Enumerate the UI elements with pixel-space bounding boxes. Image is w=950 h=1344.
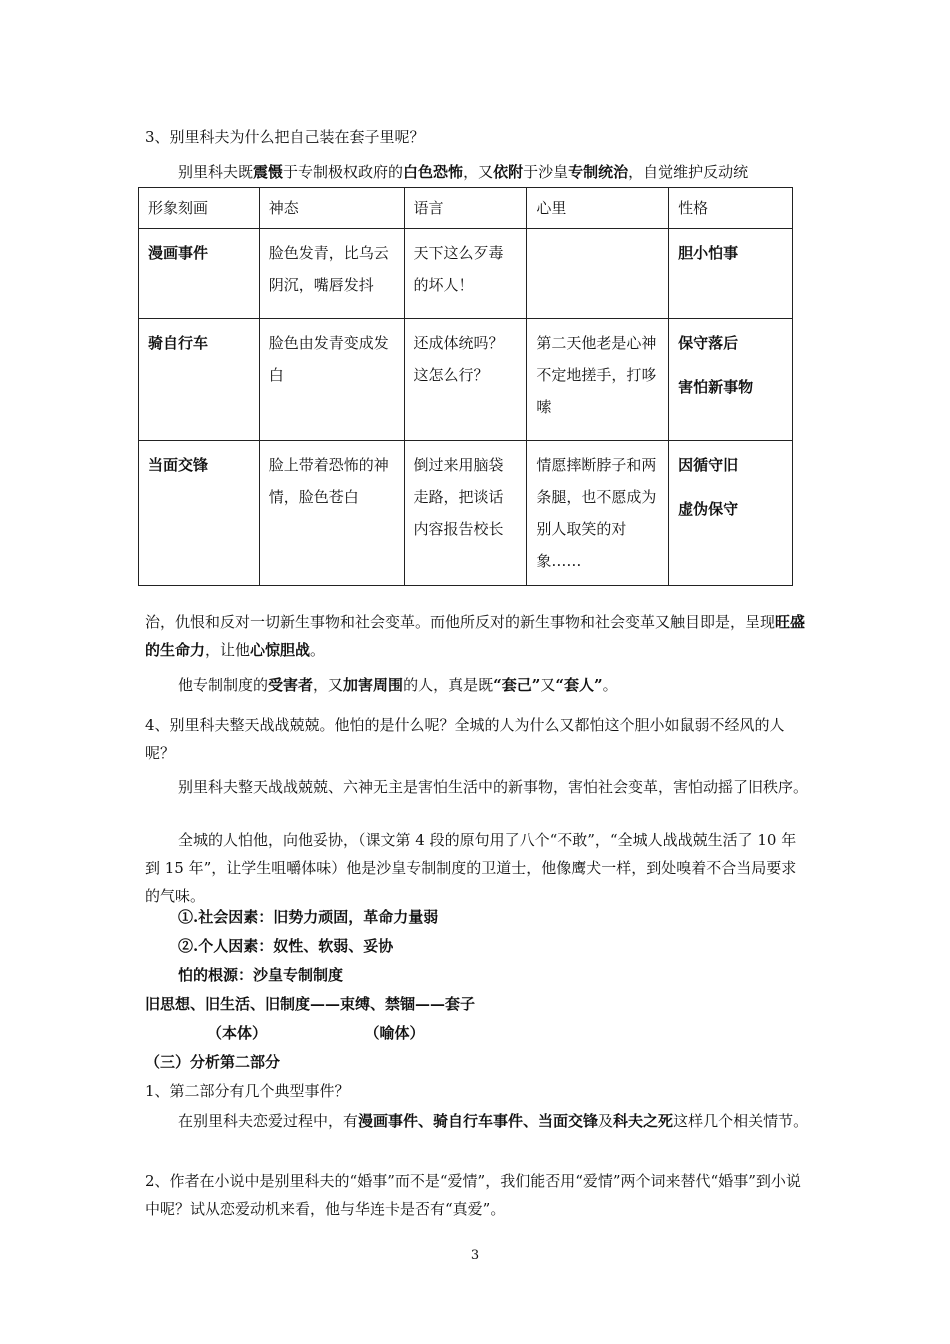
town-paragraph: 全城的人怕他，向他妥协，（课文第 4 段的原句用了八个“不敢”，“全城人战战兢生活了 10 年到 15 年”，让学生咀嚼体味）他是沙皇专制制度的卫道士，他像鹰犬一样，到处嗅着不合当局要求的气味。 <box>145 831 797 905</box>
expression-cell: 脸色发青，比乌云阴沉，嘴唇发抖 <box>259 229 404 319</box>
trait-cell: 保守落后 害怕新事物 <box>669 319 793 441</box>
victim-paragraph: 他专制制度的受害者，又加害周围的人，真是既“套己”又“套人”。 <box>178 676 618 694</box>
character-table <box>138 187 793 586</box>
intro-paragraph: 别里科夫既震慑于专制极权政府的白色恐怖，又依附于沙皇专制统治，自觉维护反动统 <box>178 163 749 181</box>
expression-cell: 脸色由发青变成发白 <box>259 319 404 441</box>
table-row <box>139 319 793 441</box>
question-3: 3、别里科夫为什么把自己装在套子里呢？ <box>145 128 425 146</box>
speech-cell: 天下这么歹毒的坏人！ <box>404 229 527 319</box>
mind-cell: 第二天他老是心神不定地搓手，打哆嗦 <box>527 319 669 441</box>
table-header: 语言 <box>404 188 527 229</box>
metaphor-labels: （本体） （喻体） <box>207 1024 425 1042</box>
factor-personal: ②.个人因素：奴性、软弱、妥协 <box>178 937 394 955</box>
factor-social: ①.社会因素：旧势力顽固，革命力量弱 <box>178 908 439 926</box>
table-header: 神态 <box>259 188 404 229</box>
speech-cell: 还成体统吗？这怎么行？ <box>404 319 527 441</box>
section-title: （三）分析第二部分 <box>145 1053 281 1071</box>
table-header: 性格 <box>669 188 793 229</box>
fear-root: 怕的根源：沙皇专制制度 <box>178 966 344 984</box>
event-cell: 漫画事件 <box>139 229 260 319</box>
speech-cell: 倒过来用脑袋走路，把谈话内容报告校长 <box>404 441 527 586</box>
table-header-row <box>139 188 793 229</box>
fear-paragraph: 别里科夫整天战战兢兢、六神无主是害怕生活中的新事物，害怕社会变革，害怕动摇了旧秩序。 <box>178 778 809 796</box>
event-cell: 当面交锋 <box>139 441 260 586</box>
trait-cell: 因循守旧 虚伪保守 <box>669 441 793 586</box>
question-2: 2、作者在小说中是别里科夫的“婚事”而不是“爱情”，我们能否用“爱情”两个词来替代“婚事”到小说中呢？试从恋爱动机来看，他与华连卡是否有“真爱”。 <box>145 1172 801 1218</box>
trait-cell: 胆小怕事 <box>669 229 793 319</box>
question-1: 1、第二部分有几个典型事件？ <box>145 1082 350 1100</box>
continuation-paragraph: 治，仇恨和反对一切新生事物和社会变革。而他所反对的新生事物和社会变革又触目即是，呈现旺盛的生命力，让他心惊胆战。 <box>145 613 806 659</box>
question-4: 4、别里科夫整天战战兢兢。他怕的是什么呢？全城的人为什么又都怕这个胆小如鼠弱不经风的人呢？ <box>145 716 785 762</box>
table-row <box>139 229 793 319</box>
expression-cell: 脸上带着恐怖的神情，脸色苍白 <box>259 441 404 586</box>
events-paragraph: 在别里科夫恋爱过程中，有漫画事件、骑自行车事件、当面交锋及科夫之死这样几个相关情节。 <box>178 1112 809 1130</box>
event-cell: 骑自行车 <box>139 319 260 441</box>
page-number: 3 <box>470 1248 480 1263</box>
metaphor-chain: 旧思想、旧生活、旧制度——束缚、禁锢——套子 <box>145 995 476 1013</box>
table-row <box>139 441 793 586</box>
table-header: 心里 <box>527 188 669 229</box>
mind-cell <box>527 229 669 319</box>
table-header: 形象刻画 <box>139 188 260 229</box>
mind-cell: 情愿摔断脖子和两条腿，也不愿成为别人取笑的对象…… <box>527 441 669 586</box>
